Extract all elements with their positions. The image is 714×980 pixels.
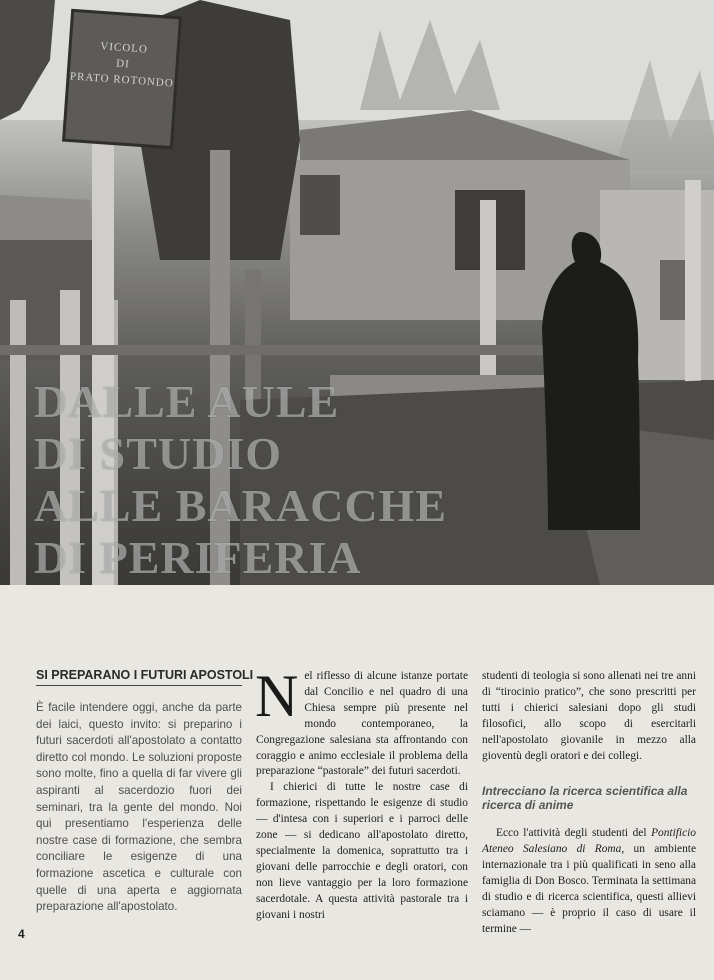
article-paragraph-1-text: el riflesso di alcune istanze portate dal Concilio e nel quadro di una Chiesa sempre più presente nel mondo contemporaneo, la Congregazione salesiana sta affrontando con coraggio e animo ecclesiale il problema della preparazione “pastorale” dei futuri sacerdoti. [256, 670, 468, 778]
article-column-2 [482, 669, 696, 938]
article-paragraph-3: studenti di teologia si sono allenati nei tre anni di “tirocinio pratico”, che sono prescritti per tutti i chierici salesiani dopo gli studi filosofici, allo scopo di esercitarli nell'apostolato giovanile in mezzo alla gioventù degli oratori e dei collegi. [482, 670, 696, 762]
sidebar-body: È facile intendere oggi, anche da parte dei laici, questo invito: si preparino i futuri sacerdoti all'apostolato a contatto diretto col mondo. Le soluzioni proposte sono molte, fino a quella di far vivere gli aspiranti al sacerdozio fuori dei seminari, tra la gente del mondo. Noi qui presentiamo l'esperienza delle nostre case di formazione, che sembra conciliare le esigenze di una formazione ascetica e culturale con quelle di una aperta e aggiornata preparazione all'apostolato. [36, 701, 242, 914]
sidebar-title: SI PREPARANO I FUTURI APOSTOLI [36, 668, 242, 686]
headline-line-3: ALLE BARACCHE [34, 480, 448, 531]
sign-line-3: PRATO ROTONDO [69, 70, 175, 90]
headline-line-2: DI STUDIO [34, 428, 283, 479]
page-number: 4 [18, 927, 25, 941]
p4-after: un ambiente internazionale tra i più qualificati in seno alla famiglia di Don Bosco. Terminata la settimana di studio e di ricerca scientifica, questi allievi sciamano — è proprio il caso di usare il termine — [482, 843, 696, 935]
drop-cap: N [255, 663, 299, 729]
article-column-1 [255, 663, 468, 924]
sign-line-1: VICOLO [99, 40, 149, 56]
article-subheading: Intrecciano la ricerca scientifica alla ricerca di anime [482, 784, 688, 813]
p4-before: Ecco l'attività degli studenti del [496, 827, 652, 840]
p4-italic: Pontificio Ateneo Salesiano di Roma, [482, 827, 696, 856]
headline-line-4: DI PERIFERIA [34, 532, 362, 583]
article-paragraph-4 [482, 826, 696, 937]
article-paragraph-2: I chierici di tutte le nostre case di formazione, rispettando le esigenze di studio — d'intesa con i superiori e i parroci delle zone — si dedicano all'apostolato diretto, specialmente la domenica, soprattutto tra i giovani delle parrocchie e degli oratori, con non lieve vantaggio per la loro formazione sacerdotale. A questa attività pastorale tra i giovani i nostri [256, 781, 468, 921]
sidebar-column [36, 668, 254, 916]
sign-line-2: DI [115, 57, 131, 71]
article-paragraph-1 [255, 663, 468, 780]
headline-line-1: DALLE AULE [34, 376, 340, 427]
headline [34, 376, 447, 584]
street-sign [68, 36, 177, 91]
